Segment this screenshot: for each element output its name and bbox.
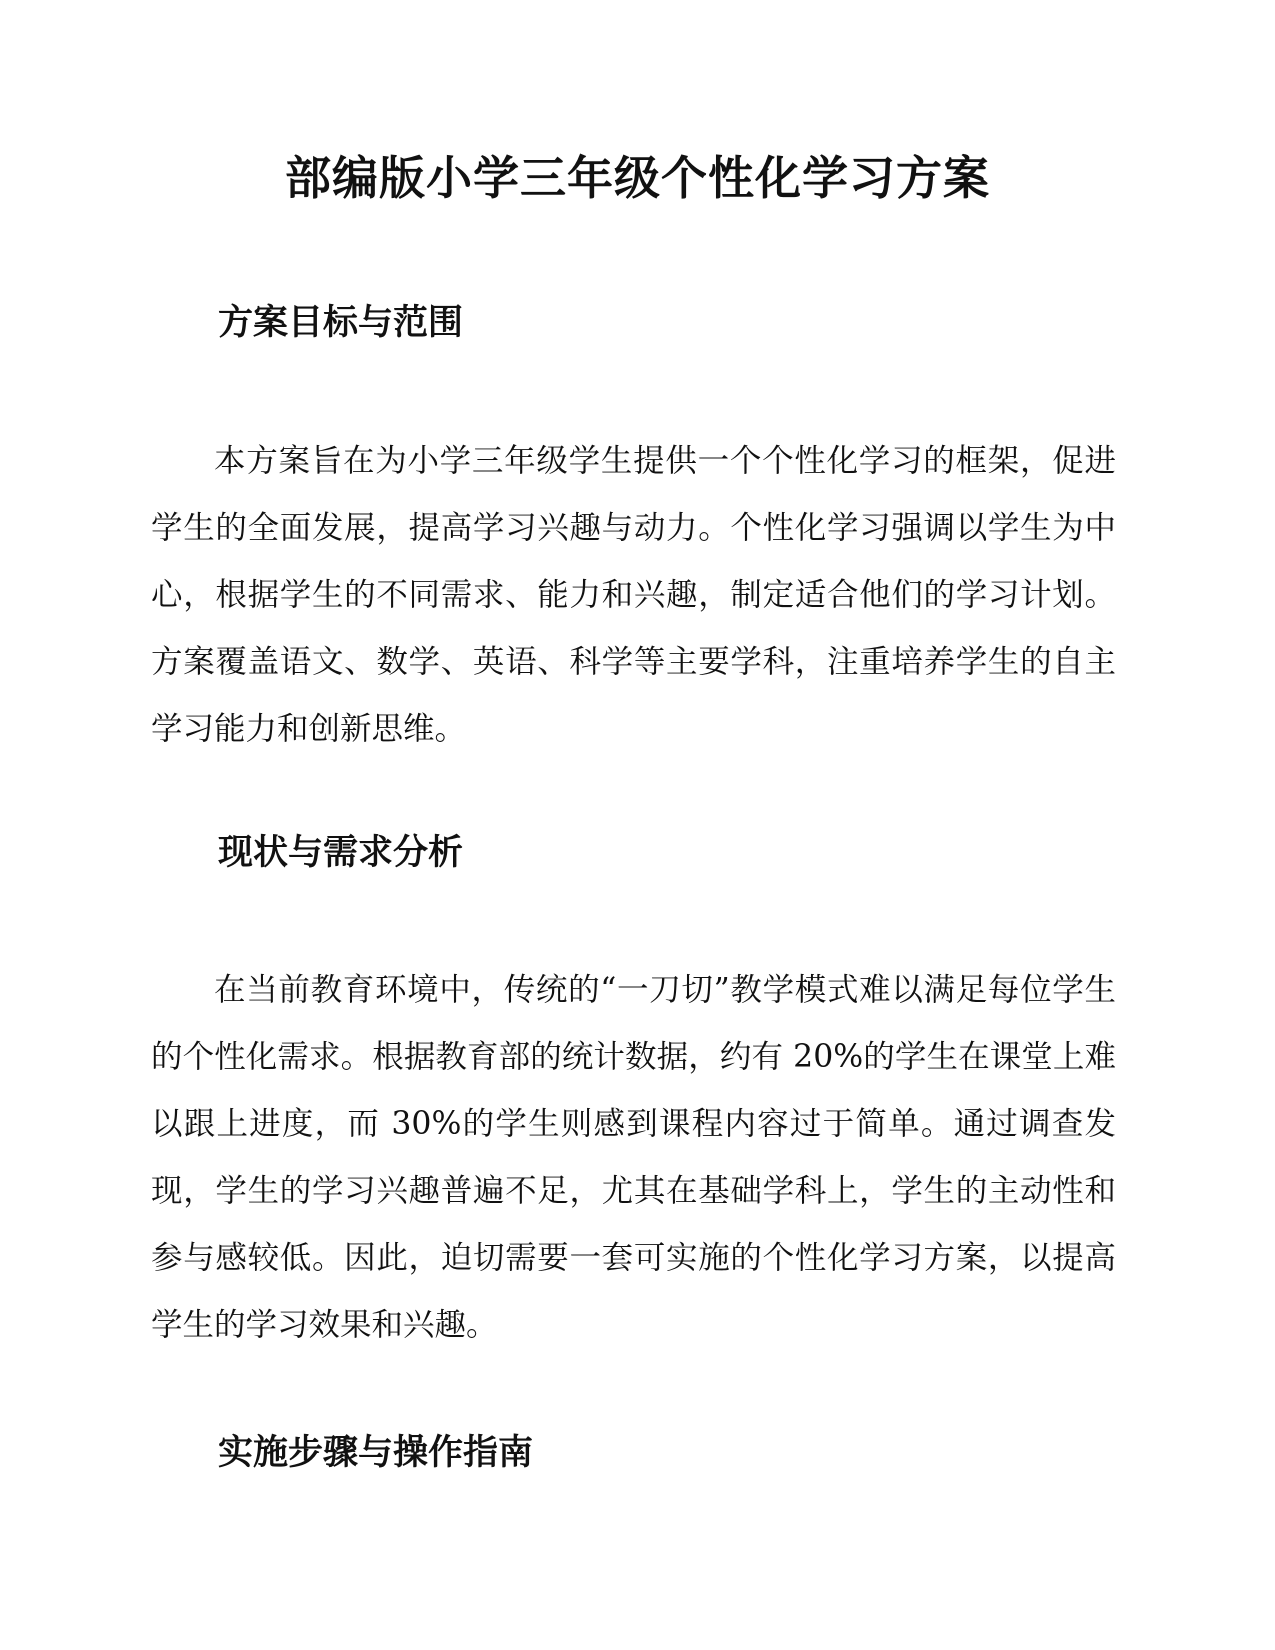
section-paragraph-analysis: 在当前教育环境中，传统的“一刀切”教学模式难以满足每位学生的个性化需求。根据教育部的统计数据，约有 20%的学生在课堂上难以跟上进度，而 30%的学生则感到课程内容过于简单。通过调查发现，学生的学习兴趣普遍不足，尤其在基础学科上，学生的主动性和参与感较低。因此，迫切需要一套可实施的个性化学习方案，以提高学生的学习效果和兴趣。 <box>151 972 1116 1343</box>
section-paragraph-goals: 本方案旨在为小学三年级学生提供一个个性化学习的框架，促进学生的全面发展，提高学习兴趣与动力。个性化学习强调以学生为中心，根据学生的不同需求、能力和兴趣，制定适合他们的学习计划。方案覆盖语文、数学、英语、科学等主要学科，注重培养学生的自主学习能力和创新思维。 <box>151 443 1116 747</box>
section-heading-analysis: 现状与需求分析 <box>218 833 464 873</box>
section-heading-implementation: 实施步骤与操作指南 <box>218 1433 534 1473</box>
section-heading-goals: 方案目标与范围 <box>218 303 464 343</box>
document-title: 部编版小学三年级个性化学习方案 <box>285 151 990 205</box>
